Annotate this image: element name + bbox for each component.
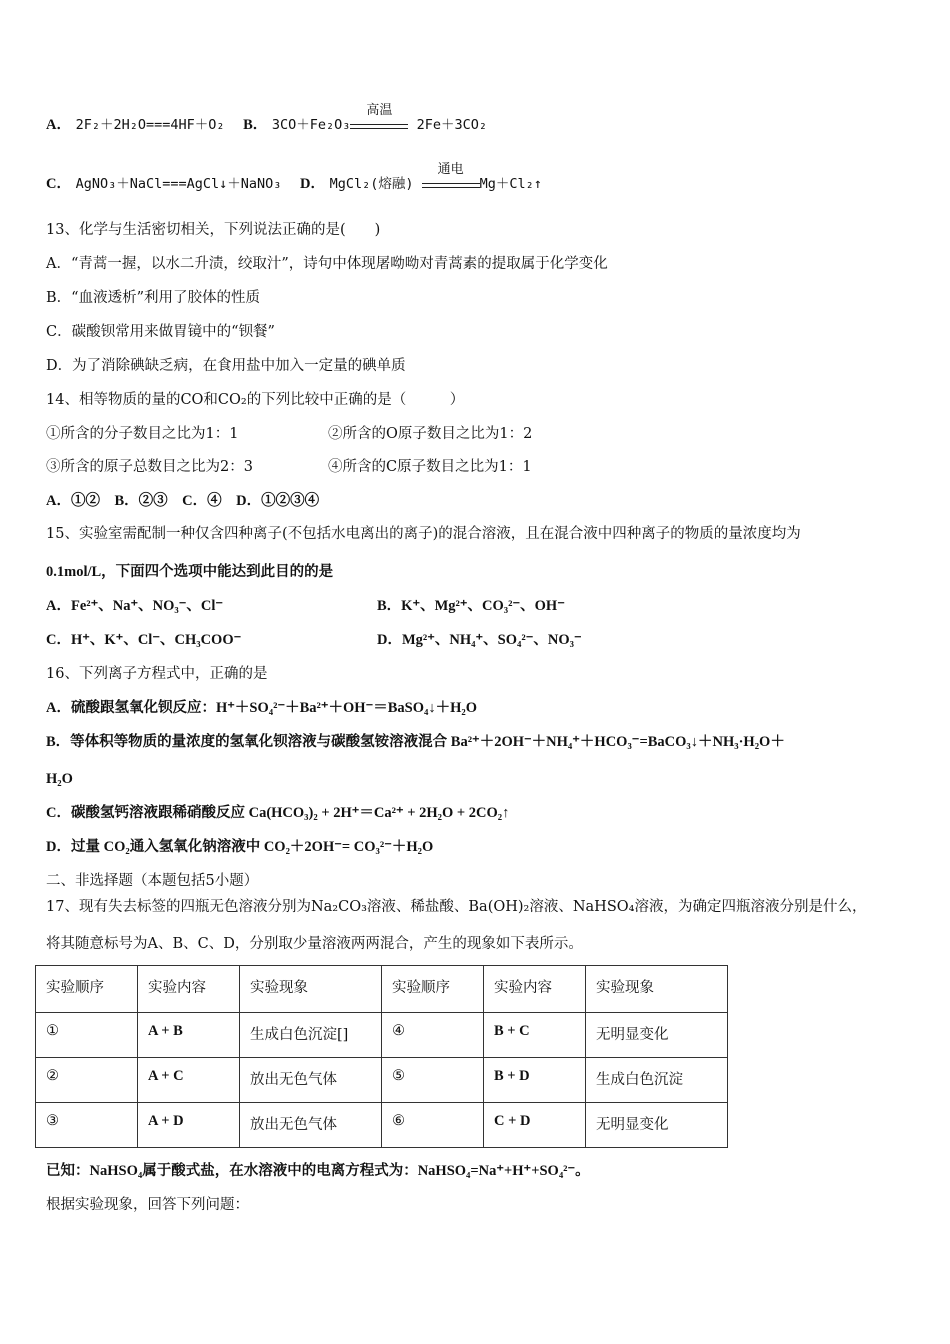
table-cell: 生成白色沉淀[] — [240, 1013, 382, 1058]
q14-options: A．①② B．②③ C．④ D．①②③④ — [46, 493, 320, 509]
q12-option-b-pre: 3CO＋Fe₂O₃ — [271, 117, 351, 133]
q16-stem: 16、下列离子方程式中，正确的是 — [46, 666, 268, 682]
q15-option-c: C．H⁺、K⁺、Cl⁻、CH₃COO⁻ — [46, 632, 242, 648]
experiment-table — [35, 965, 728, 1148]
q12-option-b-label: B． — [243, 117, 268, 133]
q13-stem: 13、化学与生活密切相关，下列说法正确的是( ) — [46, 222, 381, 238]
condition-label: 高温 — [366, 103, 393, 118]
q12-option-c-text: AgNO₃＋NaCl===AgCl↓＋NaNO₃ — [75, 176, 282, 192]
table-cell: B + D — [484, 1058, 586, 1103]
q15-stem-line1: 15、实验室需配制一种仅含四种离子(不包括水电离出的离子)的混合溶液，且在混合液中四种离子的物质的量浓度均为 — [46, 526, 801, 542]
table-cell: A + B — [138, 1013, 240, 1058]
q16-option-a: A．硫酸跟氢氧化钡反应：H⁺＋SO₄²⁻＋Ba²⁺＋OH⁻＝BaSO₄↓＋H₂O — [46, 700, 477, 716]
table-header: 实验现象 — [240, 966, 382, 1013]
q12-option-d-pre: MgCl₂(熔融) — [329, 176, 422, 192]
table-header: 实验现象 — [586, 966, 728, 1013]
table-header: 实验顺序 — [36, 966, 138, 1013]
table-cell: ④ — [382, 1013, 484, 1058]
q12-option-c-label: C． — [46, 176, 71, 192]
table-cell: 放出无色气体 — [240, 1103, 382, 1148]
section-title: 二、非选择题（本题包括5小题） — [46, 873, 259, 889]
q17-prompt: 根据实验现象，回答下列问题： — [46, 1197, 249, 1213]
table-row — [36, 1013, 728, 1058]
table-cell: 无明显变化 — [586, 1103, 728, 1148]
q17-stem-line1: 17、现有失去标签的四瓶无色溶液分别为Na₂CO₃溶液、稀盐酸、Ba(OH)₂溶液、NaHSO₄溶液，为确定四瓶溶液分别是什么， — [46, 899, 867, 915]
q12-option-a-text: 2F₂＋2H₂O===4HF＋O₂ — [75, 117, 225, 133]
table-cell: A + C — [138, 1058, 240, 1103]
q12-option-b-post: 2Fe＋3CO₂ — [408, 117, 487, 133]
table-cell: C + D — [484, 1103, 586, 1148]
table-cell: A + D — [138, 1103, 240, 1148]
q14-statement-3: ③所含的原子总数目之比为2：3 — [46, 459, 253, 475]
table-header: 实验内容 — [138, 966, 240, 1013]
q12-option-row-2 — [46, 162, 542, 194]
q17-stem-line2: 将其随意标号为A、B、C、D，分别取少量溶液两两混合，产生的现象如下表所示。 — [46, 936, 583, 952]
q12-option-d-post: Mg＋Cl₂↑ — [479, 176, 542, 192]
q14-statement-1: ①所含的分子数目之比为1：1 — [46, 426, 239, 442]
q16-option-b: B．等体积等物质的量浓度的氢氧化钡溶液与碳酸氢铵溶液混合 Ba²⁺＋2OH⁻＋NH₄⁺＋HCO₃⁻=BaCO₃↓＋NH₃·H₂O＋ — [46, 734, 785, 750]
reaction-condition-arrow — [350, 103, 408, 135]
table-row — [36, 1103, 728, 1148]
table-header: 实验内容 — [484, 966, 586, 1013]
reaction-condition-arrow — [422, 162, 480, 194]
q12-option-row-1 — [46, 103, 487, 135]
equals-bar — [350, 124, 408, 129]
q17-known: 已知：NaHSO₄属于酸式盐，在水溶液中的电离方程式为：NaHSO₄=Na⁺+H⁺+SO₄²⁻。 — [46, 1163, 590, 1179]
q13-option-c: C．碳酸钡常用来做胃镜中的“钡餐” — [46, 324, 275, 340]
equals-bar — [422, 183, 480, 188]
q15-option-d: D．Mg²⁺、NH₄⁺、SO₄²⁻、NO₃⁻ — [377, 632, 582, 648]
table-cell: 生成白色沉淀 — [586, 1058, 728, 1103]
table-header-row — [36, 966, 728, 1013]
q13-option-d: D．为了消除碘缺乏病，在食用盐中加入一定量的碘单质 — [46, 358, 406, 374]
table-cell: 放出无色气体 — [240, 1058, 382, 1103]
table-header: 实验顺序 — [382, 966, 484, 1013]
q12-option-d-label: D． — [300, 176, 325, 192]
q14-statement-2: ②所含的O原子数目之比为1：2 — [328, 426, 533, 442]
condition-label: 通电 — [437, 162, 464, 177]
q14-statement-4: ④所含的C原子数目之比为1：1 — [328, 459, 532, 475]
q12-option-a-label: A． — [46, 117, 71, 133]
q15-option-b: B．K⁺、Mg²⁺、CO₃²⁻、OH⁻ — [377, 598, 565, 614]
q16-option-d: D．过量 CO₂通入氢氧化钠溶液中 CO₂＋2OH⁻= CO₃²⁻＋H₂O — [46, 839, 434, 855]
q14-stem: 14、相等物质的量的CO和CO₂的下列比较中正确的是（ ） — [46, 392, 465, 408]
table-cell: ① — [36, 1013, 138, 1058]
q13-option-a: A．“青蒿一握，以水二升渍，绞取汁”，诗句中体现屠呦呦对青蒿素的提取属于化学变化 — [46, 256, 608, 272]
table-cell: ③ — [36, 1103, 138, 1148]
q16-option-b-cont: H₂O — [46, 771, 73, 787]
q16-option-c: C．碳酸氢钙溶液跟稀硝酸反应 Ca(HCO₃)₂ + 2H⁺＝Ca²⁺ + 2H₂O + 2CO₂↑ — [46, 805, 510, 821]
q15-stem-line2: 0.1mol/L，下面四个选项中能达到此目的的是 — [46, 564, 334, 580]
table-cell: ⑤ — [382, 1058, 484, 1103]
table-cell: ⑥ — [382, 1103, 484, 1148]
table-row — [36, 1058, 728, 1103]
table-cell: 无明显变化 — [586, 1013, 728, 1058]
table-cell: B + C — [484, 1013, 586, 1058]
table-cell: ② — [36, 1058, 138, 1103]
q15-option-a: A．Fe²⁺、Na⁺、NO₃⁻、Cl⁻ — [46, 598, 224, 614]
q13-option-b: B．“血液透析”利用了胶体的性质 — [46, 290, 260, 306]
